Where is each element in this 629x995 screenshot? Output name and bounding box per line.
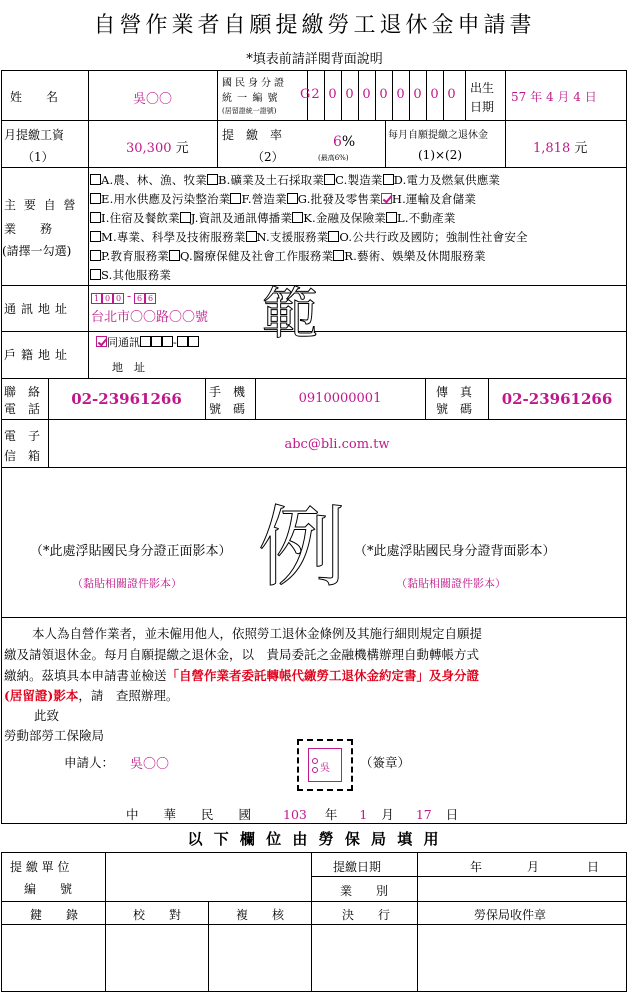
zipcode[interactable]: 1 0 0 - 6 6 <box>91 289 156 304</box>
industry-checkbox[interactable] <box>90 212 101 223</box>
id-digit[interactable]: 0 <box>396 87 405 102</box>
industry-checkbox[interactable] <box>292 212 303 223</box>
household-label: 戶籍地址 <box>4 348 73 362</box>
id-digit[interactable]: 0 <box>345 87 354 102</box>
office-ymd-day: 日 <box>587 860 600 874</box>
industry-row <box>90 267 171 283</box>
id-label-1: 國民身分證 <box>222 78 287 89</box>
industry-row <box>90 248 486 264</box>
industry-option-label: E.用水供應及污染整治業 <box>101 192 231 206</box>
page-title: 自營作業者自願提繳勞工退休金申請書 <box>93 13 536 38</box>
mobile-label-2: 號 碼 <box>209 402 246 416</box>
id-digit[interactable]: 0 <box>379 87 388 102</box>
office-category-label: 業 別 <box>340 884 389 898</box>
statement-line-3: 繳納。茲填具本申請書並檢送「自營作業者委託轉帳代繳勞工退休金約定書」及身分證 <box>4 668 480 683</box>
industry-label-1: 主 要 自 營 <box>4 198 78 212</box>
industry-option-label: P.教育服務業 <box>101 249 169 263</box>
stamp-sample-2: 例 <box>258 496 347 599</box>
id-digit[interactable]: G <box>300 87 311 102</box>
statement-line-2: 繳及請領退休金。每月自願提繳之退休金，以 貴局委託之金融機構辦理自動轉帳方式 <box>4 647 480 662</box>
office-pay-date-label: 提繳日期 <box>333 860 382 874</box>
office-keyin-label: 鍵 錄 <box>30 908 79 922</box>
industry-checkbox[interactable] <box>90 174 101 185</box>
industry-option-label: D.電力及燃氣供應業 <box>393 173 501 187</box>
office-ymd-year: 年 <box>470 860 483 874</box>
industry-option-label: Q.醫療保健及社會工作服務業 <box>179 249 334 263</box>
industry-label-2: 業 務 <box>4 222 53 236</box>
address-label: 通訊地址 <box>4 302 73 316</box>
household-same[interactable]: 同通訊 - <box>96 334 199 350</box>
office-check-label: 校 對 <box>133 908 182 922</box>
industry-checkbox[interactable] <box>246 231 257 242</box>
industry-option-label: S.其他服務業 <box>101 268 172 282</box>
id-digit[interactable]: 0 <box>413 87 422 102</box>
industry-option-label: C.製造業 <box>335 173 383 187</box>
industry-checkbox[interactable] <box>381 193 392 204</box>
industry-option-label: N.支援服務業 <box>256 230 329 244</box>
industry-checkbox[interactable] <box>328 231 339 242</box>
seal-char: 吳 <box>320 763 330 774</box>
name-label: 姓 名 <box>10 90 59 104</box>
industry-row <box>90 172 500 188</box>
fax-label-1: 傳 真 <box>436 385 473 399</box>
phone-label-2: 電 話 <box>4 402 41 416</box>
industry-row <box>90 191 476 207</box>
industry-option-label: G.批發及零售業 <box>297 192 381 206</box>
industry-option-label: I.住宿及餐飲業 <box>101 211 180 225</box>
office-approve-label: 決 行 <box>342 908 391 922</box>
idcopy-front-sub: （黏貼相關證件影本） <box>72 577 182 590</box>
office-review-label: 複 核 <box>236 908 285 922</box>
industry-option-label: H.運輸及倉儲業 <box>391 192 477 206</box>
industry-checkbox[interactable] <box>383 174 394 185</box>
industry-option-label: M.專業、科學及技術服務業 <box>101 230 246 244</box>
birth-label-1: 出生 <box>470 81 495 95</box>
industry-label-3: (請擇一勾選) <box>2 244 72 258</box>
idcopy-front: （*此處浮貼國民身分證正面影本） <box>30 544 232 559</box>
id-digit[interactable]: 0 <box>328 87 337 102</box>
industry-checkbox[interactable] <box>287 193 298 204</box>
industry-checkbox[interactable] <box>90 250 101 261</box>
industry-option-label: A.農、林、漁、牧業 <box>101 173 207 187</box>
pension-sub: (1)×(2) <box>418 148 463 162</box>
fax-value[interactable]: 02-23961266 <box>501 390 613 408</box>
same-as-mail-checkbox[interactable] <box>96 336 107 347</box>
mobile-label-1: 手 機 <box>209 385 246 399</box>
applicant-value[interactable]: 吳〇〇 <box>130 757 170 772</box>
statement-line-4: (居留證)影本，請 查照辦理。 <box>4 688 179 703</box>
industry-checkbox[interactable] <box>169 250 180 261</box>
wage-label: 月提繳工資 <box>4 128 65 142</box>
phone-label-1: 聯 絡 <box>4 385 41 399</box>
household-addr-label: 地 址 <box>112 361 145 374</box>
office-header: 以 下 欄 位 由 勞 保 局 填 用 <box>187 830 442 848</box>
office-unit-label-1: 提 繳 單 位 <box>10 860 70 874</box>
industry-option-label: B.礦業及土石採取業 <box>217 173 325 187</box>
mobile-value[interactable]: 0910000001 <box>298 391 382 406</box>
id-digit[interactable]: 0 <box>430 87 439 102</box>
id-digit[interactable]: 2 <box>311 87 320 102</box>
id-label-2: 統 一 編 號 <box>222 93 279 104</box>
office-unit-label-2: 編 號 <box>24 882 73 896</box>
idcopy-back: （*此處浮貼國民身分證背面影本） <box>354 544 556 559</box>
id-label-3: (居留證統一證號) <box>222 107 277 115</box>
rate-label: 提 繳 率 <box>222 128 283 142</box>
office-receipt-label: 勞保局收件章 <box>474 908 547 922</box>
email-label-2: 信 箱 <box>4 449 41 463</box>
industry-option-label: J.資訊及通訊傳播業 <box>190 211 293 225</box>
stamp-sample-1: 範 <box>262 282 318 347</box>
industry-checkbox[interactable] <box>333 250 344 261</box>
statement-to-1: 此致 <box>34 708 60 723</box>
pension-value[interactable]: 1,818 元 <box>533 141 588 156</box>
industry-checkbox[interactable] <box>207 174 218 185</box>
id-digit[interactable]: 0 <box>362 87 371 102</box>
industry-row <box>90 210 456 226</box>
industry-option-label: F.營造業 <box>241 192 287 206</box>
industry-checkbox[interactable] <box>90 193 101 204</box>
industry-option-label: L.不動產業 <box>397 211 456 225</box>
industry-checkbox[interactable] <box>90 269 101 280</box>
seal-box[interactable] <box>297 739 353 791</box>
fax-label-2: 號 碼 <box>436 402 473 416</box>
idcopy-back-sub: （黏貼相關證件影本） <box>396 577 506 590</box>
birth-date[interactable]: 57 年 4 月 4 日 <box>511 90 597 104</box>
wage-value[interactable]: 30,300 元 <box>126 141 189 156</box>
apply-date[interactable]: 中 華 民 國 103 年 1 月 17 日 <box>126 807 459 822</box>
rate-sub: （2） <box>252 150 284 164</box>
statement-to-2: 勞動部勞工保險局 <box>4 728 105 743</box>
office-ymd-month: 月 <box>527 860 540 874</box>
industry-checkbox[interactable] <box>90 231 101 242</box>
industry-checkbox[interactable] <box>324 174 335 185</box>
birth-label-2: 日期 <box>470 100 495 114</box>
rate-value[interactable]: 6% <box>333 134 356 150</box>
industry-option-label: K.金融及保險業 <box>303 211 387 225</box>
id-digit[interactable]: 0 <box>447 87 456 102</box>
industry-checkbox[interactable] <box>386 212 397 223</box>
industry-checkbox[interactable] <box>230 193 241 204</box>
industry-row <box>90 229 528 245</box>
page-subtitle: *填表前請詳閱背面說明 <box>246 52 383 67</box>
pension-label: 每月自願提繳之退休金 <box>388 130 488 141</box>
industry-option-label: R.藝術、娛樂及休閒服務業 <box>344 249 486 263</box>
address-value[interactable]: 台北市〇〇路〇〇號 <box>91 310 209 325</box>
phone-value[interactable]: 02-23961266 <box>71 390 182 408</box>
applicant-label: 申請人： <box>64 755 115 770</box>
email-label-1: 電 子 <box>4 429 41 443</box>
sign-label: （簽章） <box>360 755 411 770</box>
statement-line-1: 本人為自營作業者，並未僱用他人，依照勞工退休金條例及其施行細則規定自願提 <box>32 626 483 641</box>
industry-checkbox[interactable] <box>180 212 191 223</box>
name-value[interactable]: 吳〇〇 <box>132 92 172 107</box>
email-value[interactable]: abc@bli.com.tw <box>284 437 390 452</box>
wage-sub: （1） <box>22 150 54 164</box>
rate-note: (最高6%) <box>318 154 349 162</box>
industry-option-label: O.公共行政及國防；強制性社會安全 <box>339 230 528 244</box>
